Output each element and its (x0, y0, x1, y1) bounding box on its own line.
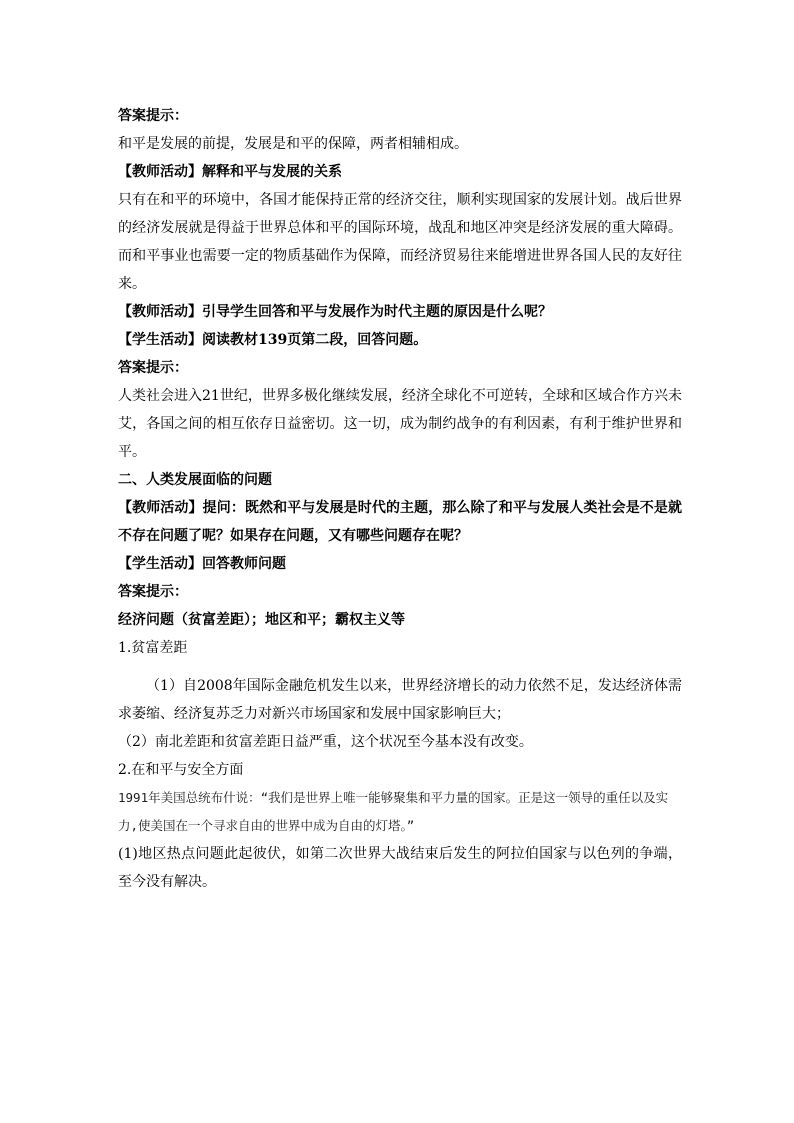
student-activity-heading: 【学生活动】阅读教材139页第二段，回答问题。 (118, 332, 428, 348)
answer-text: 和平是发展的前提，发展是和平的保障，两者相辅相成。 (118, 136, 468, 152)
list-item-title: 1.贫富差距 (118, 640, 188, 656)
list-item-point: （2）南北差距和贫富差距日益严重，这个状况至今基本没有改变。 (118, 734, 533, 750)
quote-paragraph: 1991年美国总统布什说：“我们是世界上唯一能够聚集和平力量的国家。正是这一领导的重任以及实力,使美国在一个寻求自由的世界中成为自由的灯塔。” (118, 790, 669, 833)
list-item-point: (1)地区热点问题此起彼伏，如第二次世界大战结束后发生的阿拉伯国家与以色列的争端，至今没有解决。 (118, 846, 682, 890)
list-item-title: 2.在和平与安全方面 (118, 762, 244, 778)
student-activity-heading: 【学生活动】回答教师问题 (118, 556, 286, 572)
teacher-activity-heading: 【教师活动】提问：既然和平与发展是时代的主题，那么除了和平与发展人类社会是不是就不存在问题了呢？如果存在问题，又有哪些问题存在呢？ (118, 500, 682, 544)
answer-hint-label: 答案提示： (118, 584, 188, 600)
teacher-activity-heading: 【教师活动】解释和平与发展的关系 (118, 164, 342, 180)
answer-hint-label: 答案提示： (118, 360, 188, 376)
answer-text: 经济问题（贫富差距）；地区和平；霸权主义等 (118, 612, 405, 628)
body-paragraph: 人类社会进入21世纪，世界多极化继续发展，经济全球化不可逆转，全球和区域合作方兴未艾，各国之间的相互依存日益密切。这一切，成为制约战争的有利因素，有利于维护世界和平。 (118, 388, 682, 460)
list-item-point: （1）自2008年国际金融危机发生以来，世界经济增长的动力依然不足，发达经济体需求萎缩、经济复苏乏力对新兴市场国家和发展中国家影响巨大； (118, 678, 682, 722)
body-paragraph: 只有在和平的环境中，各国才能保持正常的经济交往，顺利实现国家的发展计划。战后世界的经济发展就是得益于世界总体和平的国际环境，战乱和地区冲突是经济发展的重大障碍。而和平事业也需要一定的物质基础作为保障，而经济贸易往来能增进世界各国人民的友好往来。 (118, 192, 682, 292)
answer-hint-label: 答案提示： (118, 108, 188, 124)
teacher-activity-heading: 【教师活动】引导学生回答和平与发展作为时代主题的原因是什么呢？ (118, 304, 552, 320)
document-page (118, 102, 682, 896)
section-heading: 二、人类发展面临的问题 (118, 472, 272, 488)
